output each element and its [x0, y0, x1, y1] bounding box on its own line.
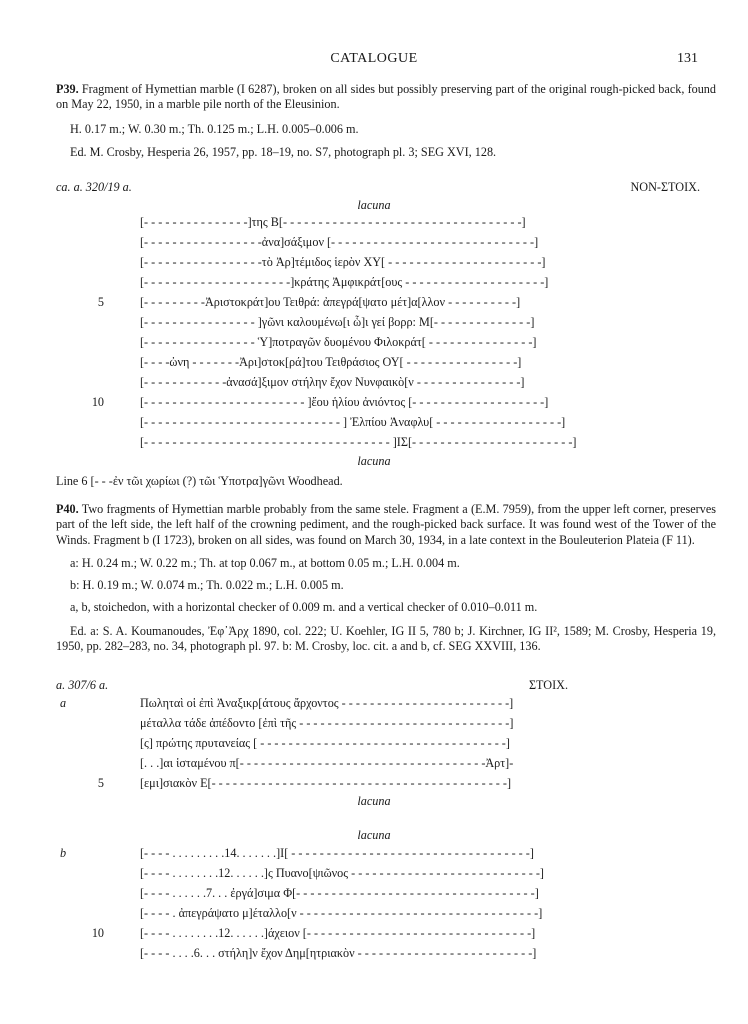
p39-note: Line 6 [- - -ἐν τῶι χωρίωι (?) τῶι Ὑποτρα]γῶνι Woodhead. — [56, 474, 343, 488]
frag-a-line-1: Πωληταὶ οἱ ἐπὶ Ἀναξικρ[άτους ἄρχοντος - - - - - - - - - - - - - - - - - - - - - - - -] — [140, 696, 514, 710]
frag-b-line-6: [- - - - . . . .6. . . στήλη]ν ἔχον Δημ[ητριακὸν - - - - - - - - - - - - - - - - - - - - - - - - -] — [140, 946, 537, 960]
frag-a-line-number-5: 5 — [97, 776, 104, 790]
frag-b-line-2: [- - - - . . . . . . . .12. . . . . .]ς Πυανο[ψιῶνος - - - - - - - - - - - - - - - - - - - - - - - - - - -] — [140, 866, 544, 880]
frag-b-line-number-10: 10 — [91, 926, 104, 940]
fragment-a-label: a — [60, 696, 67, 710]
p40-dimensions-b: b: H. 0.19 m.; W. 0.074 m.; Th. 0.022 m.; L.H. 0.005 m. — [70, 578, 344, 592]
p39-line-12: [- - - - - - - - - - - - - - - - - - - - - - - - - - - - - - - - - - - ]ΙΣ[- - - - - - - - - - - - - - - - - - - - - - -] — [140, 435, 577, 449]
p40-edition: Ed. a: S. A. Koumanoudes, Ἐφ᾽Ἀρχ 1890, col. 222; U. Koehler, IG II 5, 780 b; J. Kirchner, IG II², 1589; M. Crosby, Hesperia 19, 1950, pp. 282–283, no. 34, photograph pl. 97. b: M. Crosby, loc. cit. a and b, cf. SEG XXVIII, 136. — [56, 624, 716, 654]
p40-description-text: Two fragments of Hymettian marble probably from the same stele. Fragment a (E.M. 7959), from the upper left corner, preserves part of the left side, the left half of the crowning pediment, and the rough-picked back surface. It was found west of the Tower of the Winds. Fragment b (I 1723), broken on all sides, was found on March 30, 1934, in a late context in the Bouleuterion Plateia (F 11). — [56, 502, 716, 547]
p39-lacuna-bottom: lacuna — [357, 454, 391, 468]
p39-lacuna-top: lacuna — [357, 198, 391, 212]
p40-style: ΣΤΟΙΧ. — [528, 678, 568, 692]
p39-description — [56, 82, 716, 113]
p40-stoichedon-note: a, b, stoichedon, with a horizontal checker of 0.009 m. and a vertical checker of 0.010–0.011 m. — [70, 600, 538, 614]
header-title: CATALOGUE — [330, 51, 418, 66]
p39-line-7: [- - - - - - - - - - - - - - - - Ὑ]ποτραγῶν δυομένου Φιλοκράτ[ - - - - - - - - - - - - - - -] — [140, 335, 537, 349]
p40-heading: P40. — [56, 502, 79, 516]
p39-line-11: [- - - - - - - - - - - - - - - - - - - - - - - - - - - - ] Ἐλπίου Ἀναφλυ[ - - - - - - - - - - - - - - - - - -] — [140, 415, 566, 429]
frag-b-line-5: [- - - - . . . . . . . .12. . . . . .]άχειον [- - - - - - - - - - - - - - - - - - - - - - - - - - - - - - - -] — [140, 926, 536, 940]
p39-dimensions: H. 0.17 m.; W. 0.30 m.; Th. 0.125 m.; L.H. 0.005–0.006 m. — [70, 122, 359, 136]
frag-a-line-3: [ς] πρώτης πρυτανείας [ - - - - - - - - - - - - - - - - - - - - - - - - - - - - - - - - - - -] — [140, 736, 510, 750]
p39-line-4: [- - - - - - - - - - - - - - - - - - - - -]κράτης Ἀμφικράτ[ους - - - - - - - - - - - - - - - - - - - -] — [140, 275, 549, 289]
p39-line-1: [- - - - - - - - - - - - - - -]της Β[- - - - - - - - - - - - - - - - - - - - - - - - - - - - - - - - - -] — [140, 215, 526, 229]
p40-description — [56, 502, 716, 548]
p39-date: ca. a. 320/19 a. — [56, 180, 132, 194]
p39-line-3: [- - - - - - - - - - - - - - - - -τὸ Ἀρ]τέμιδος ἱερὸν ΧΥ[ - - - - - - - - - - - - - - - - - - - - - -] — [140, 255, 546, 269]
p39-heading: P39. — [56, 82, 79, 96]
p39-style: NON-ΣΤΟΙΧ. — [630, 180, 700, 194]
frag-a-line-2: μέταλλα τάδε ἀπέδοντο [ἐπὶ τῆς - - - - - - - - - - - - - - - - - - - - - - - - - - - - - -] — [140, 716, 514, 730]
running-header — [0, 50, 748, 70]
frag-a-line-5: [εμι]σιακὸν Ε[- - - - - - - - - - - - - - - - - - - - - - - - - - - - - - - - - - - - - - - - - -] — [140, 776, 512, 790]
p39-line-10: [- - - - - - - - - - - - - - - - - - - - - - - ]ἔου ἡλίου ἀνιόντος [- - - - - - - - - - - - - - - - - - -] — [140, 395, 549, 409]
frag-b-line-3: [- - - - . . . . . .7. . . ἐργά]σιμα Φ[- - - - - - - - - - - - - - - - - - - - - - - - - - - - - - - - - -] — [140, 886, 539, 900]
frag-a-line-4: [. . .]αι ἱσταμένου π[- - - - - - - - - - - - - - - - - - - - - - - - - - - - - - - - - - -Ἀρτ]- — [140, 756, 514, 770]
p39-line-number-5: 5 — [97, 295, 104, 309]
p40-lacuna-a: lacuna — [357, 794, 391, 808]
p39-line-9: [- - - - - - - - - - - -ἀνασά]ξιμον στήλην ἔχον Νυνφαικὸ[ν - - - - - - - - - - - - - - -] — [140, 375, 525, 389]
frag-b-line-4: [- - - - . ἀπεγράψατο μ]έταλλο[ν - - - - - - - - - - - - - - - - - - - - - - - - - - - - - - - - - -] — [140, 906, 543, 920]
frag-b-line-1: [- - - - . . . . . . . . .14. . . . . . .]Ι[ - - - - - - - - - - - - - - - - - - - - - - - - - - - - - - - - - -] — [140, 846, 534, 860]
fragment-b-label: b — [60, 846, 67, 860]
p40-date: a. 307/6 a. — [56, 678, 109, 692]
p40-lacuna-b: lacuna — [357, 828, 391, 842]
page-number: 131 — [677, 51, 698, 66]
p40-dimensions-a: a: H. 0.24 m.; W. 0.22 m.; Th. at top 0.067 m., at bottom 0.05 m.; L.H. 0.004 m. — [70, 556, 460, 570]
p39-description-text: Fragment of Hymettian marble (I 6287), broken on all sides but possibly preserving part of the original rough-picked back, found on May 22, 1950, in a marble pile north of the Eleusinion. — [56, 82, 716, 112]
p39-line-6: [- - - - - - - - - - - - - - - - ]γῶνι καλουμένω[ι ὧ]ι γεί βορρ: Μ[- - - - - - - - - - - - - -] — [140, 315, 535, 329]
p39-edition: Ed. M. Crosby, Hesperia 26, 1957, pp. 18–19, no. S7, photograph pl. 3; SEG XVI, 128. — [70, 145, 497, 159]
p39-line-2: [- - - - - - - - - - - - - - - - -ἀνα]σάξιμον [- - - - - - - - - - - - - - - - - - - - - - - - - - - - -] — [140, 235, 539, 249]
p39-line-8: [- - - -ὠνη - - - - - - -Ἀρι]στοκ[ρά]του Τειθράσιος ΟΥ[ - - - - - - - - - - - - - - - -] — [140, 355, 522, 369]
p39-line-5: [- - - - - - - - -Ἀριστοκράτ]ου Τειθρά: ἀπεγρά[ψατο μέτ]α[λλον - - - - - - - - - -] — [140, 295, 521, 309]
p39-line-number-10: 10 — [91, 395, 104, 409]
